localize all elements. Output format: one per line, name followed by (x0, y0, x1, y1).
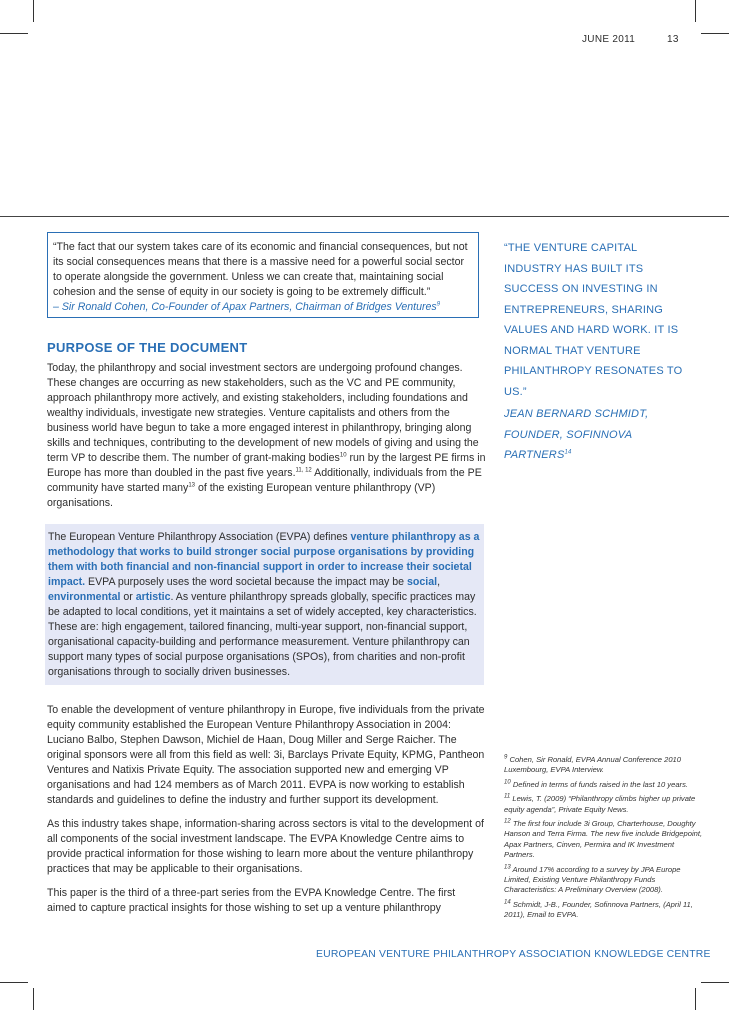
crop-mark (695, 988, 696, 1010)
footer-title: EUROPEAN VENTURE PHILANTHROPY ASSOCIATION KNOWLEDGE CENTRE (316, 949, 711, 960)
header-date: JUNE 2011 (582, 34, 636, 45)
crop-mark (0, 982, 28, 983)
body-paragraphs (47, 703, 487, 925)
paragraph: This paper is the third of a three-part series from the EVPA Knowledge Centre. The first aimed to capture practical insights for those wishing to set up a venture philanthropy (47, 887, 456, 914)
footnotes (504, 755, 704, 925)
section-heading: PURPOSE OF THE DOCUMENT (47, 340, 248, 355)
quote-attribution: – Sir Ronald Cohen, Co-Founder of Apax Partners, Chairman of Bridges Ventures$^9$ (53, 301, 441, 313)
crop-mark (0, 33, 28, 34)
footnote: $^{13}$ Around 17% according to a survey by JPA Europe Limited, Existing Venture Philanthropy Funds Characteristics: A Preliminary Overview (2008). (504, 864, 681, 895)
intro-paragraph: Today, the philanthropy and social investment sectors are undergoing profound changes. These changes are occurring as new stakeholders, such as the VC and PE community, approach philanthropy more actively, and existing stakeholders, including foundations and wealthy individuals, investigate new strategies. Venture capitalists and others from the business world have begun to take a more engaged interest in philanthropy, bringing along skills and techniques, contributing to the development of new models of giving and using the term VP to describe them. The number of grant-making bodies$^{10}$ run by the largest PE firms in Europe has more than doubled in the past five years.$^{11, 12}$ Additionally, individuals from the PE community have started many$^{13}$ of the existing European venture philanthropy (VP) organisations. (47, 362, 486, 509)
crop-mark (33, 0, 34, 22)
pull-quote-attribution: JEAN BERNARD SCHMIDT, FOUNDER, SOFINNOVA PARTNERS$^{14}$ (504, 408, 649, 461)
pull-quote-text: “THE VENTURE CAPITAL INDUSTRY HAS BUILT ITS SUCCESS ON INVESTING IN ENTREPRENEURS, SHARING VALUES AND HARD WORK. IT IS NORMAL THAT VENTURE PHILANTHROPY RESONATES TO US.” (504, 242, 683, 398)
crop-mark (701, 33, 729, 34)
crop-mark (701, 982, 729, 983)
divider-rule (0, 216, 729, 217)
quote-text: “The fact that our system takes care of its economic and financial consequences, but not its social consequences means that there is a massive need for a powerful social sector to operate alongside the government. Unless we can create that, maintaining social cohesion and the sense of equity in our society is going to be extremely difficult.” (53, 241, 468, 298)
paragraph: To enable the development of venture philanthropy in Europe, five individuals from the private equity community established the European Venture Philanthropy Association in 2004: Luciano Balbo, Stephen Dawson, Michiel de Haan, Doug Miller and Serge Raicher. The original sponsors were all from this field as well: 3i, Barclays Private Equity, KPMG, Pantheon Ventures and Natixis Private Equity. The association supported new and emerging VP organisations and had 124 members as of March 2011. EVPA is now working to establish standards and guidelines to define the industry and further support its development. (47, 704, 485, 806)
footnote: $^9$ Cohen, Sir Ronald, EVPA Annual Conference 2010 Luxembourg, EVPA Interview. (504, 754, 681, 775)
quote-box (47, 232, 479, 318)
definition-box: The European Venture Philanthropy Association (EVPA) defines venture philanthropy as a methodology that works to build stronger social purpose organisations by providing them with both financial and non-financial support in order to increase their societal impact. EVPA purposely uses the word societal because the impact may be social, environmental or artistic. As venture philanthropy spreads globally, specific practices may be adapted to local conditions, yet it maintains a set of widely accepted, key characteristics. These are: high engagement, tailored financing, multi-year support, non-financial support, organisational capacity-building and performance measurement. Venture philanthropy can support many types of social purpose organisations (SPOs), from charities and non-profit organisations through to socially driven businesses. (45, 524, 484, 685)
paragraph: As this industry takes shape, information-sharing across sectors is vital to the development of all components of the social investment landscape. The EVPA Knowledge Centre aims to provide practical information for those wishing to learn more about the venture philanthropy practices that may be applicable to their organisations. (47, 818, 484, 875)
footnote: $^{11}$ Lewis, T. (2009) “Philanthropy climbs higher up private equity agenda”, Private Equity News. (504, 793, 696, 814)
footnote: $^{10}$ Defined in terms of funds raised in the last 10 years. (504, 779, 688, 789)
crop-mark (695, 0, 696, 22)
page-number: 13 (667, 34, 679, 45)
crop-mark (33, 988, 34, 1010)
definition-highlight: venture philanthropy as a methodology that works to build stronger social purpose organisations by providing them with both financial and non-financial support in order to increase their societal impact. (48, 531, 480, 588)
footnote: $^{14}$ Schmidt, J-B., Founder, Sofinnova Partners, (April 11, 2011), Email to EVPA. (504, 899, 693, 920)
footnote: $^{12}$ The first four include 3i Group, Charterhouse, Doughty Hanson and Terra Firma. The new five include Bridgepoint, Apax Partners, Cinven, Permira and IK Investment Partners. (504, 818, 703, 860)
pull-quote (504, 238, 684, 466)
